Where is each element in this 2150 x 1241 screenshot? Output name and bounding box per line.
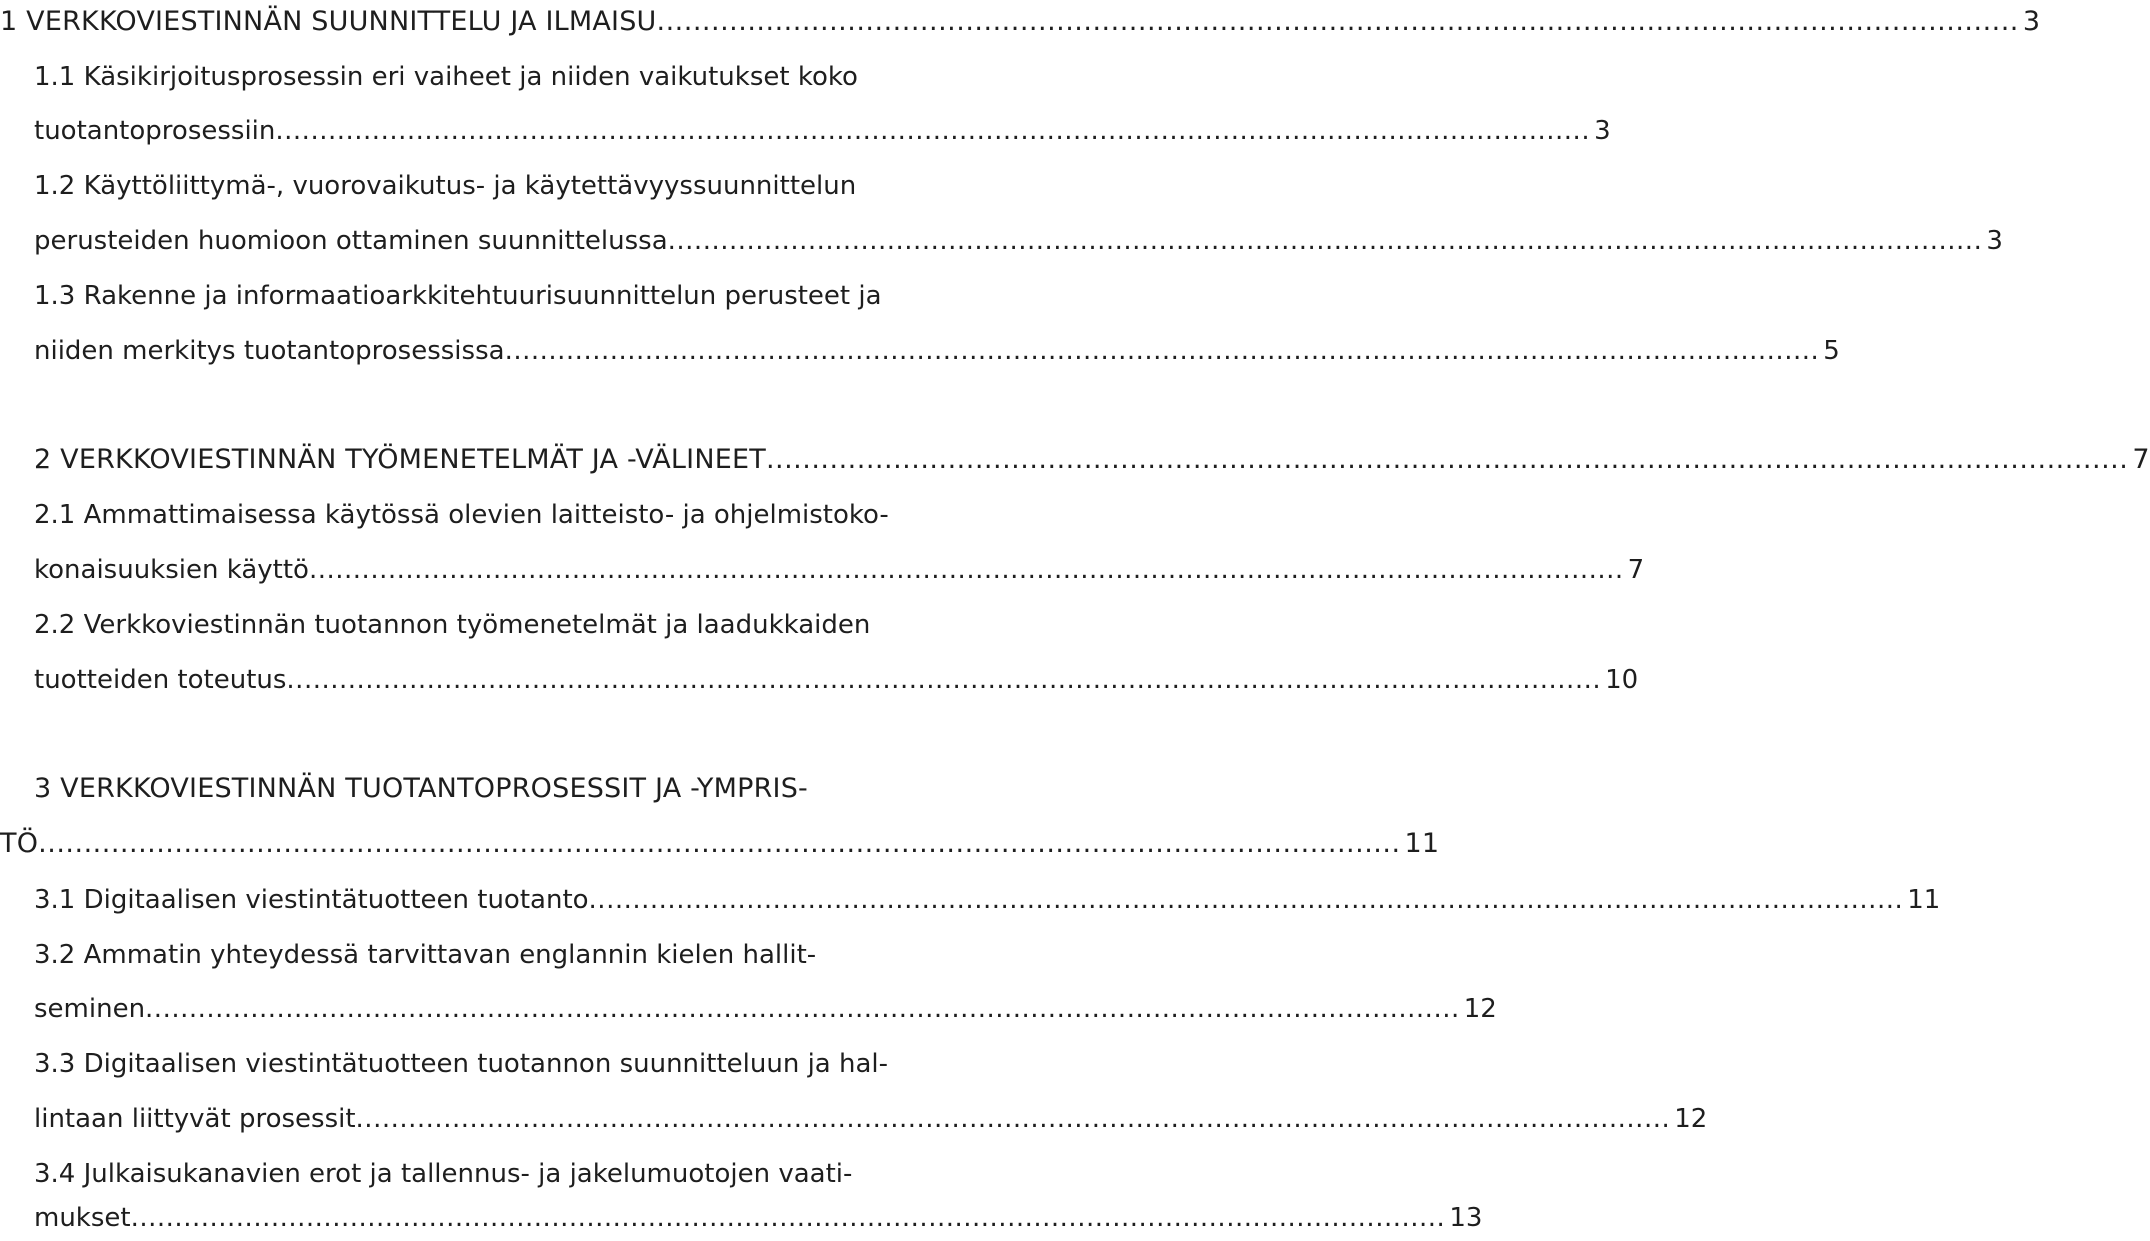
toc-entry-title: 3.2 Ammatin yhteydessä tarvittavan englannin kielen hallit- [34, 940, 817, 970]
toc-entry-title: 2.2 Verkkoviestinnän tuotannon työmenetelmät ja laadukkaiden [34, 610, 871, 640]
toc-entry-1-2-line1[interactable] [34, 166, 856, 206]
toc-leader-dots: ...................................................................................................................................................... [504, 336, 1820, 366]
toc-entry-title: lintaan liittyvät prosessit [34, 1104, 356, 1134]
toc-leader-dots: ...................................................................................................................................................... [130, 1203, 1446, 1233]
toc-entry-2-1-line1[interactable] [34, 495, 889, 535]
toc-page-number: 12 [1463, 994, 1497, 1024]
toc-entry-1-1-line1[interactable] [34, 57, 858, 97]
toc-entry-title: 1.2 Käyttöliittymä-, vuorovaikutus- ja käytettävyyssuunnittelun [34, 171, 857, 201]
toc-entry-title: 1.3 Rakenne ja informaatioarkkitehtuurisuunnittelun perusteet ja [34, 281, 882, 311]
toc-entry-title: 1.1 Käsikirjoitusprosessin eri vaiheet ja niiden vaikutukset koko [34, 62, 858, 92]
toc-chapter-title: 2 VERKKOVIESTINNÄN TYÖMENETELMÄT JA -VÄLINEET [34, 444, 766, 475]
toc-entry-2-2-line1[interactable] [34, 605, 870, 645]
toc-leader-dots: ...................................................................................................................................................... [275, 116, 1591, 146]
toc-page-number: 7 [2132, 444, 2150, 475]
toc-page-number: 3 [1594, 116, 1611, 146]
toc-page-number: 3 [2022, 6, 2041, 37]
toc-leader-dots: ...................................................................................................................................................... [145, 994, 1460, 1024]
toc-entry-1-3-line1[interactable] [34, 276, 882, 316]
toc-chapter-1[interactable] [0, 2, 2041, 42]
toc-chapter-3-line1[interactable] [34, 769, 808, 809]
toc-leader-dots: ...................................................................................................................................................... [667, 226, 1983, 256]
toc-chapter-title: 3 VERKKOVIESTINNÄN TUOTANTOPROSESSIT JA -YMPRIS- [34, 773, 808, 804]
toc-leader-dots: ...................................................................................................................................................... [656, 6, 2019, 37]
toc-entry-title: 3.3 Digitaalisen viestintätuotteen tuotannon suunnitteluun ja hal- [34, 1049, 889, 1079]
toc-entry-title: konaisuuksien käyttö [34, 555, 309, 585]
toc-entry-title: niiden merkitys tuotantoprosessissa [34, 336, 505, 366]
toc-entry-3-3-line2[interactable] [34, 1099, 1708, 1139]
toc-entry-3-1[interactable] [34, 880, 1941, 920]
toc-entry-title: seminen [34, 994, 146, 1024]
toc-page-number: 11 [1404, 828, 1440, 859]
toc-chapter-title: 1 VERKKOVIESTINNÄN SUUNNITTELU JA ILMAISU [0, 6, 657, 37]
toc-entry-1-2-line2[interactable] [34, 221, 2003, 261]
toc-leader-dots: ...................................................................................................................................................... [765, 444, 2129, 475]
toc-entry-title: 3.4 Julkaisukanavien erot ja tallennus- ja jakelumuotojen vaati- [34, 1159, 853, 1189]
toc-entry-3-3-line1[interactable] [34, 1044, 888, 1084]
toc-page-number: 3 [1986, 226, 2003, 256]
toc-entry-3-4-line1[interactable] [34, 1154, 852, 1194]
toc-entry-3-2-line1[interactable] [34, 935, 816, 975]
toc-page-number: 5 [1823, 336, 1840, 366]
toc-leader-dots: ...................................................................................................................................................... [355, 1104, 1671, 1134]
toc-chapter-3-line2[interactable] [0, 824, 1440, 864]
toc-chapter-title: TÖ [0, 828, 39, 859]
toc-entry-title: 3.1 Digitaalisen viestintätuotteen tuotanto [34, 885, 589, 915]
toc-entry-title: tuotteiden toteutus [34, 665, 287, 695]
toc-page-number: 11 [1907, 885, 1941, 915]
toc-leader-dots: ...................................................................................................................................................... [286, 665, 1602, 695]
toc-chapter-2[interactable] [34, 440, 2150, 480]
toc-page-number: 13 [1449, 1203, 1483, 1233]
toc-leader-dots: ...................................................................................................................................................... [308, 555, 1624, 585]
toc-leader-dots: ...................................................................................................................................................... [588, 885, 1904, 915]
toc-entry-title: tuotantoprosessiin [34, 116, 276, 146]
toc-entry-3-4-line2[interactable] [34, 1198, 1483, 1238]
toc-entry-1-1-line2[interactable] [34, 111, 1611, 151]
toc-leader-dots: ...................................................................................................................................................... [38, 828, 1401, 859]
toc-entry-title: 2.1 Ammattimaisessa käytössä olevien laitteisto- ja ohjelmistoko- [34, 500, 889, 530]
toc-page-number: 12 [1674, 1104, 1708, 1134]
toc-entry-2-2-line2[interactable] [34, 660, 1639, 700]
toc-entry-1-3-line2[interactable] [34, 331, 1840, 371]
toc-entry-title: perusteiden huomioon ottaminen suunnittelussa [34, 226, 668, 256]
toc-entry-title: mukset [34, 1203, 131, 1233]
toc-page-number: 7 [1627, 555, 1645, 585]
toc-page-number: 10 [1605, 665, 1639, 695]
toc-entry-2-1-line2[interactable] [34, 550, 1645, 590]
toc-entry-3-2-line2[interactable] [34, 989, 1497, 1029]
